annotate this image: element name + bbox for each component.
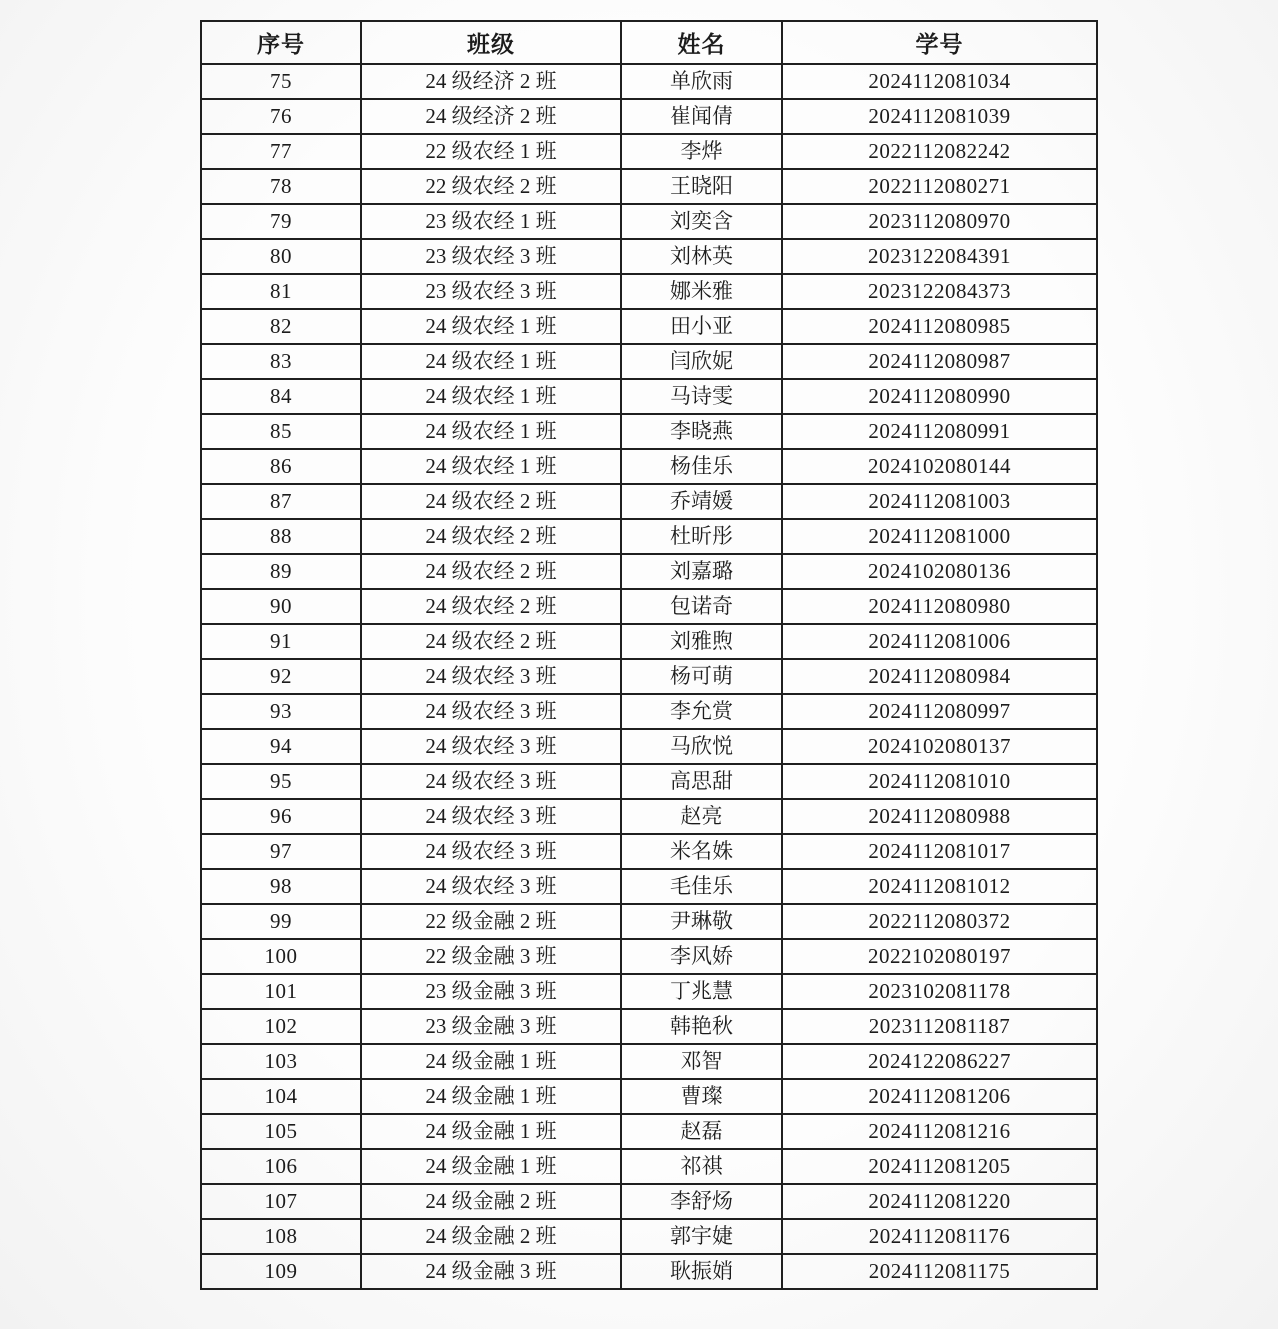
cell-student-id: 2022112080271: [782, 169, 1097, 204]
table-row: [201, 659, 1097, 694]
table-row: [201, 974, 1097, 1009]
cell-class: 24 级农经 2 班: [361, 624, 621, 659]
cell-student-id: 2024112080988: [782, 799, 1097, 834]
cell-student-id: 2024112081206: [782, 1079, 1097, 1114]
cell-name: 刘奕含: [621, 204, 782, 239]
table-row: [201, 379, 1097, 414]
table-row: [201, 1149, 1097, 1184]
cell-student-id: 2024112081006: [782, 624, 1097, 659]
table-row: [201, 729, 1097, 764]
cell-index: 76: [201, 99, 361, 134]
cell-class: 24 级金融 3 班: [361, 1254, 621, 1289]
cell-student-id: 2024112081205: [782, 1149, 1097, 1184]
cell-class: 24 级农经 2 班: [361, 519, 621, 554]
table-row: [201, 99, 1097, 134]
column-header-name: 姓名: [621, 21, 782, 64]
table-row: [201, 694, 1097, 729]
cell-index: 107: [201, 1184, 361, 1219]
cell-name: 李舒炀: [621, 1184, 782, 1219]
cell-index: 103: [201, 1044, 361, 1079]
table-row: [201, 169, 1097, 204]
cell-student-id: 2024102080136: [782, 554, 1097, 589]
table-row: [201, 869, 1097, 904]
cell-class: 24 级经济 2 班: [361, 99, 621, 134]
cell-student-id: 2024112081176: [782, 1219, 1097, 1254]
table-row: [201, 554, 1097, 589]
cell-name: 刘嘉璐: [621, 554, 782, 589]
cell-name: 闫欣妮: [621, 344, 782, 379]
cell-index: 95: [201, 764, 361, 799]
cell-index: 91: [201, 624, 361, 659]
table-row: [201, 204, 1097, 239]
cell-class: 24 级金融 1 班: [361, 1114, 621, 1149]
table-row: [201, 134, 1097, 169]
column-header-class: 班级: [361, 21, 621, 64]
cell-class: 23 级农经 3 班: [361, 239, 621, 274]
cell-name: 祁祺: [621, 1149, 782, 1184]
cell-student-id: 2024112081220: [782, 1184, 1097, 1219]
cell-student-id: 2024112081034: [782, 64, 1097, 99]
cell-class: 23 级农经 1 班: [361, 204, 621, 239]
cell-index: 77: [201, 134, 361, 169]
table-row: [201, 764, 1097, 799]
cell-student-id: 2024102080137: [782, 729, 1097, 764]
cell-name: 米名姝: [621, 834, 782, 869]
header-row: [201, 21, 1097, 64]
cell-name: 田小亚: [621, 309, 782, 344]
table-row: [201, 274, 1097, 309]
cell-student-id: 2024112081003: [782, 484, 1097, 519]
cell-class: 23 级金融 3 班: [361, 1009, 621, 1044]
table-row: [201, 939, 1097, 974]
table-row: [201, 309, 1097, 344]
cell-index: 82: [201, 309, 361, 344]
cell-index: 96: [201, 799, 361, 834]
cell-class: 22 级农经 2 班: [361, 169, 621, 204]
cell-class: 24 级农经 2 班: [361, 554, 621, 589]
cell-student-id: 2023112081187: [782, 1009, 1097, 1044]
cell-class: 24 级农经 2 班: [361, 484, 621, 519]
cell-name: 李晓燕: [621, 414, 782, 449]
cell-index: 80: [201, 239, 361, 274]
cell-student-id: 2022112080372: [782, 904, 1097, 939]
cell-index: 108: [201, 1219, 361, 1254]
cell-class: 24 级农经 3 班: [361, 764, 621, 799]
table-row: [201, 1009, 1097, 1044]
cell-class: 24 级农经 3 班: [361, 729, 621, 764]
table-row: [201, 64, 1097, 99]
cell-index: 100: [201, 939, 361, 974]
cell-student-id: 2024112080984: [782, 659, 1097, 694]
cell-student-id: 2022112082242: [782, 134, 1097, 169]
student-roster-table: [200, 20, 1098, 1290]
cell-name: 崔闻倩: [621, 99, 782, 134]
cell-class: 23 级金融 3 班: [361, 974, 621, 1009]
cell-name: 杜昕彤: [621, 519, 782, 554]
cell-index: 102: [201, 1009, 361, 1044]
cell-name: 李允赏: [621, 694, 782, 729]
cell-name: 郭宇婕: [621, 1219, 782, 1254]
cell-class: 24 级农经 3 班: [361, 799, 621, 834]
cell-name: 乔靖媛: [621, 484, 782, 519]
table-row: [201, 519, 1097, 554]
cell-name: 单欣雨: [621, 64, 782, 99]
cell-student-id: 2023102081178: [782, 974, 1097, 1009]
cell-name: 杨可萌: [621, 659, 782, 694]
cell-student-id: 2023122084391: [782, 239, 1097, 274]
cell-class: 24 级农经 1 班: [361, 449, 621, 484]
cell-name: 曹璨: [621, 1079, 782, 1114]
cell-index: 86: [201, 449, 361, 484]
cell-class: 22 级金融 3 班: [361, 939, 621, 974]
cell-student-id: 2024112080997: [782, 694, 1097, 729]
cell-student-id: 2024112080990: [782, 379, 1097, 414]
cell-name: 刘林英: [621, 239, 782, 274]
cell-index: 98: [201, 869, 361, 904]
cell-student-id: 2024112080987: [782, 344, 1097, 379]
cell-name: 马诗雯: [621, 379, 782, 414]
table-row: [201, 1114, 1097, 1149]
cell-index: 104: [201, 1079, 361, 1114]
cell-name: 王晓阳: [621, 169, 782, 204]
cell-index: 99: [201, 904, 361, 939]
table-row: [201, 799, 1097, 834]
cell-index: 84: [201, 379, 361, 414]
cell-name: 毛佳乐: [621, 869, 782, 904]
table-row: [201, 834, 1097, 869]
table-row: [201, 1219, 1097, 1254]
cell-index: 93: [201, 694, 361, 729]
cell-class: 24 级农经 3 班: [361, 869, 621, 904]
cell-index: 87: [201, 484, 361, 519]
cell-class: 24 级农经 1 班: [361, 414, 621, 449]
table-row: [201, 904, 1097, 939]
cell-student-id: 2024112081039: [782, 99, 1097, 134]
cell-index: 89: [201, 554, 361, 589]
cell-student-id: 2024112081000: [782, 519, 1097, 554]
cell-class: 24 级农经 3 班: [361, 834, 621, 869]
cell-name: 尹琳敬: [621, 904, 782, 939]
cell-class: 22 级金融 2 班: [361, 904, 621, 939]
cell-name: 丁兆慧: [621, 974, 782, 1009]
cell-name: 赵磊: [621, 1114, 782, 1149]
cell-student-id: 2024112081175: [782, 1254, 1097, 1289]
cell-index: 101: [201, 974, 361, 1009]
cell-class: 24 级农经 3 班: [361, 659, 621, 694]
cell-index: 78: [201, 169, 361, 204]
cell-class: 22 级农经 1 班: [361, 134, 621, 169]
table-row: [201, 1079, 1097, 1114]
cell-name: 赵亮: [621, 799, 782, 834]
table-row: [201, 1254, 1097, 1289]
cell-index: 94: [201, 729, 361, 764]
cell-name: 包诺奇: [621, 589, 782, 624]
table-row: [201, 344, 1097, 379]
cell-name: 娜米雅: [621, 274, 782, 309]
cell-index: 90: [201, 589, 361, 624]
table-row: [201, 589, 1097, 624]
cell-name: 杨佳乐: [621, 449, 782, 484]
table-row: [201, 624, 1097, 659]
cell-index: 97: [201, 834, 361, 869]
table-body: [201, 64, 1097, 1289]
cell-name: 耿振娋: [621, 1254, 782, 1289]
cell-class: 24 级金融 2 班: [361, 1184, 621, 1219]
cell-class: 24 级经济 2 班: [361, 64, 621, 99]
cell-index: 85: [201, 414, 361, 449]
cell-student-id: 2024112081017: [782, 834, 1097, 869]
cell-student-id: 2024112080991: [782, 414, 1097, 449]
cell-name: 李风娇: [621, 939, 782, 974]
cell-name: 邓智: [621, 1044, 782, 1079]
cell-student-id: 2023122084373: [782, 274, 1097, 309]
table-row: [201, 484, 1097, 519]
cell-index: 105: [201, 1114, 361, 1149]
cell-class: 24 级金融 1 班: [361, 1149, 621, 1184]
table-row: [201, 1184, 1097, 1219]
cell-name: 韩艳秋: [621, 1009, 782, 1044]
column-header-index: 序号: [201, 21, 361, 64]
cell-index: 92: [201, 659, 361, 694]
cell-index: 109: [201, 1254, 361, 1289]
cell-student-id: 2024112080980: [782, 589, 1097, 624]
cell-student-id: 2022102080197: [782, 939, 1097, 974]
cell-name: 马欣悦: [621, 729, 782, 764]
cell-name: 刘雅煦: [621, 624, 782, 659]
cell-student-id: 2024122086227: [782, 1044, 1097, 1079]
cell-index: 81: [201, 274, 361, 309]
table-row: [201, 449, 1097, 484]
table-row: [201, 414, 1097, 449]
cell-class: 24 级农经 1 班: [361, 309, 621, 344]
cell-index: 75: [201, 64, 361, 99]
cell-class: 24 级农经 3 班: [361, 694, 621, 729]
cell-student-id: 2024112081012: [782, 869, 1097, 904]
cell-class: 24 级农经 2 班: [361, 589, 621, 624]
cell-student-id: 2024112081010: [782, 764, 1097, 799]
cell-class: 24 级农经 1 班: [361, 344, 621, 379]
cell-index: 106: [201, 1149, 361, 1184]
cell-student-id: 2023112080970: [782, 204, 1097, 239]
cell-class: 24 级农经 1 班: [361, 379, 621, 414]
column-header-student-id: 学号: [782, 21, 1097, 64]
cell-name: 高思甜: [621, 764, 782, 799]
cell-class: 23 级农经 3 班: [361, 274, 621, 309]
cell-class: 24 级金融 2 班: [361, 1219, 621, 1254]
cell-index: 88: [201, 519, 361, 554]
cell-index: 83: [201, 344, 361, 379]
table-row: [201, 239, 1097, 274]
table-row: [201, 1044, 1097, 1079]
cell-index: 79: [201, 204, 361, 239]
cell-student-id: 2024112081216: [782, 1114, 1097, 1149]
cell-name: 李烨: [621, 134, 782, 169]
cell-student-id: 2024112080985: [782, 309, 1097, 344]
cell-class: 24 级金融 1 班: [361, 1044, 621, 1079]
cell-student-id: 2024102080144: [782, 449, 1097, 484]
cell-class: 24 级金融 1 班: [361, 1079, 621, 1114]
